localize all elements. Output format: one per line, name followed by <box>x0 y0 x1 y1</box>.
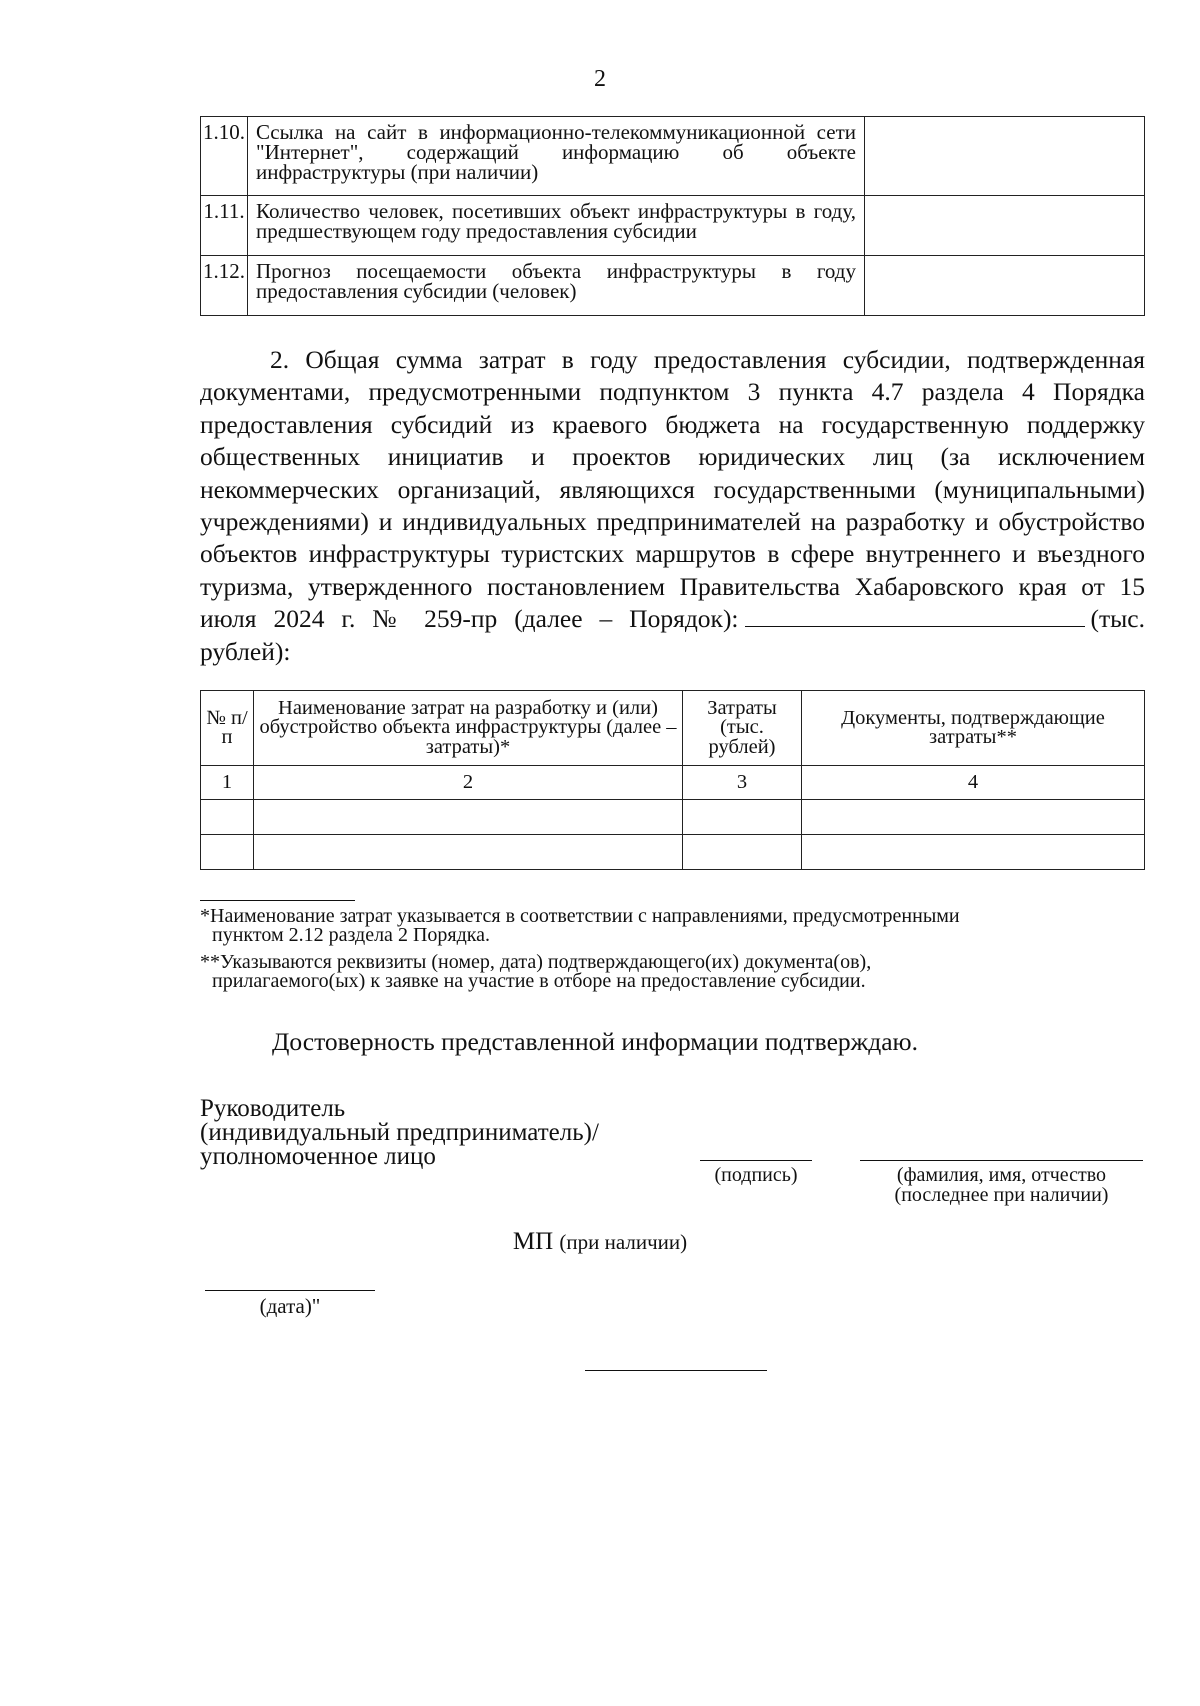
header-documents: Документы, подтверждающие затраты** <box>802 691 1145 766</box>
empty-cell <box>254 835 683 870</box>
header-costs: Затраты (тыс. рублей) <box>683 691 802 766</box>
signer-line: Руководитель <box>200 1095 346 1122</box>
table-row <box>201 256 1145 316</box>
footnote-2-lead: **Указываются реквизиты (номер, дата) подтверждающего(их) документа(ов), <box>200 951 872 973</box>
cost-table <box>200 690 1145 870</box>
stamp-label: МП <box>512 1228 554 1255</box>
index-cell: 3 <box>683 766 802 800</box>
full-name-caption <box>860 1165 1143 1205</box>
signer-block <box>200 1097 599 1169</box>
empty-cell <box>802 835 1145 870</box>
section-2-suffix: (тыс. рублей): <box>200 604 1145 666</box>
footnote-1 <box>200 907 1145 945</box>
index-cell: 1 <box>201 766 254 800</box>
stamp-note: (при наличии) <box>559 1230 688 1254</box>
footnote-separator <box>200 900 355 901</box>
stamp-place <box>0 1228 1200 1256</box>
empty-cell <box>683 835 802 870</box>
signer-line: уполномоченное лицо <box>200 1143 436 1170</box>
confirmation-statement: Достоверность представленной информации подтверждаю. <box>272 1027 918 1056</box>
header-cost-name: Наименование затрат на разработку и (или) обустройство объекта инфраструктуры (далее – затраты)* <box>254 691 683 766</box>
empty-cell <box>201 835 254 870</box>
cost-table-index-row <box>201 766 1145 800</box>
row-description: Прогноз посещаемости объекта инфраструктуры в году предоставления субсидии (человек) <box>248 256 865 316</box>
section-2-text: 2. Общая сумма затрат в году предоставления субсидии, подтвержденная документами, предусмотренными подпунктом 3 пункта 4.7 раздела 4 Порядка предоставления субсидий из краевого бюджета на государственную поддержку общественных инициатив и проектов юридических лиц (за исключением некоммерческих организаций, являющихся государственными (муниципальными) учреждениями) и индивидуальных предпринимателей на разработку и обустройство объектов инфраструктуры туристских маршрутов в сфере внутреннего и въездного туризма, утвержденного постановлением Правительства Хабаровского края от 15 июля 2024 г. № 259-пр (далее – Порядок): <box>200 345 1145 634</box>
row-description: Ссылка на сайт в информационно-телекоммуникационной сети "Интернет", содержащий информацию об объекте инфраструктуры (при наличии) <box>248 117 865 196</box>
row-value <box>865 117 1145 196</box>
page-number: 2 <box>594 66 606 92</box>
row-number: 1.10. <box>201 117 248 196</box>
index-cell: 2 <box>254 766 683 800</box>
date-line <box>205 1290 375 1291</box>
cost-table-header <box>201 691 1145 766</box>
info-table <box>200 116 1145 316</box>
signature-line <box>700 1160 812 1161</box>
table-row <box>201 117 1145 196</box>
date-caption: (дата)" <box>259 1294 321 1318</box>
row-value <box>865 256 1145 316</box>
full-name-caption-line: (фамилия, имя, отчество <box>896 1164 1107 1186</box>
total-amount-blank <box>745 606 1085 627</box>
empty-cell <box>254 800 683 835</box>
document-end-line <box>585 1370 767 1371</box>
full-name-line <box>860 1160 1143 1161</box>
section-2-paragraph <box>200 344 1145 668</box>
signature-caption: (подпись) <box>714 1164 798 1186</box>
full-name-caption-line: (последнее при наличии) <box>894 1184 1109 1206</box>
table-row <box>201 835 1145 870</box>
empty-cell <box>683 800 802 835</box>
table-row <box>201 800 1145 835</box>
row-number: 1.11. <box>201 196 248 256</box>
empty-cell <box>201 800 254 835</box>
footnote-1-cont: пунктом 2.12 раздела 2 Порядка. <box>212 924 491 946</box>
row-value <box>865 196 1145 256</box>
footnote-2-cont: прилагаемого(ых) к заявке на участие в отборе на предоставление субсидии. <box>212 970 866 992</box>
row-description: Количество человек, посетивших объект инфраструктуры в году, предшествующем году предоставления субсидии <box>248 196 865 256</box>
empty-cell <box>802 800 1145 835</box>
header-number: № п/п <box>201 691 254 766</box>
row-number: 1.12. <box>201 256 248 316</box>
signer-line: (индивидуальный предприниматель)/ <box>200 1119 599 1146</box>
table-row <box>201 196 1145 256</box>
footnote-1-lead: *Наименование затрат указывается в соответствии с направлениями, предусмотренными <box>200 905 960 927</box>
index-cell: 4 <box>802 766 1145 800</box>
footnote-2 <box>200 953 1145 991</box>
